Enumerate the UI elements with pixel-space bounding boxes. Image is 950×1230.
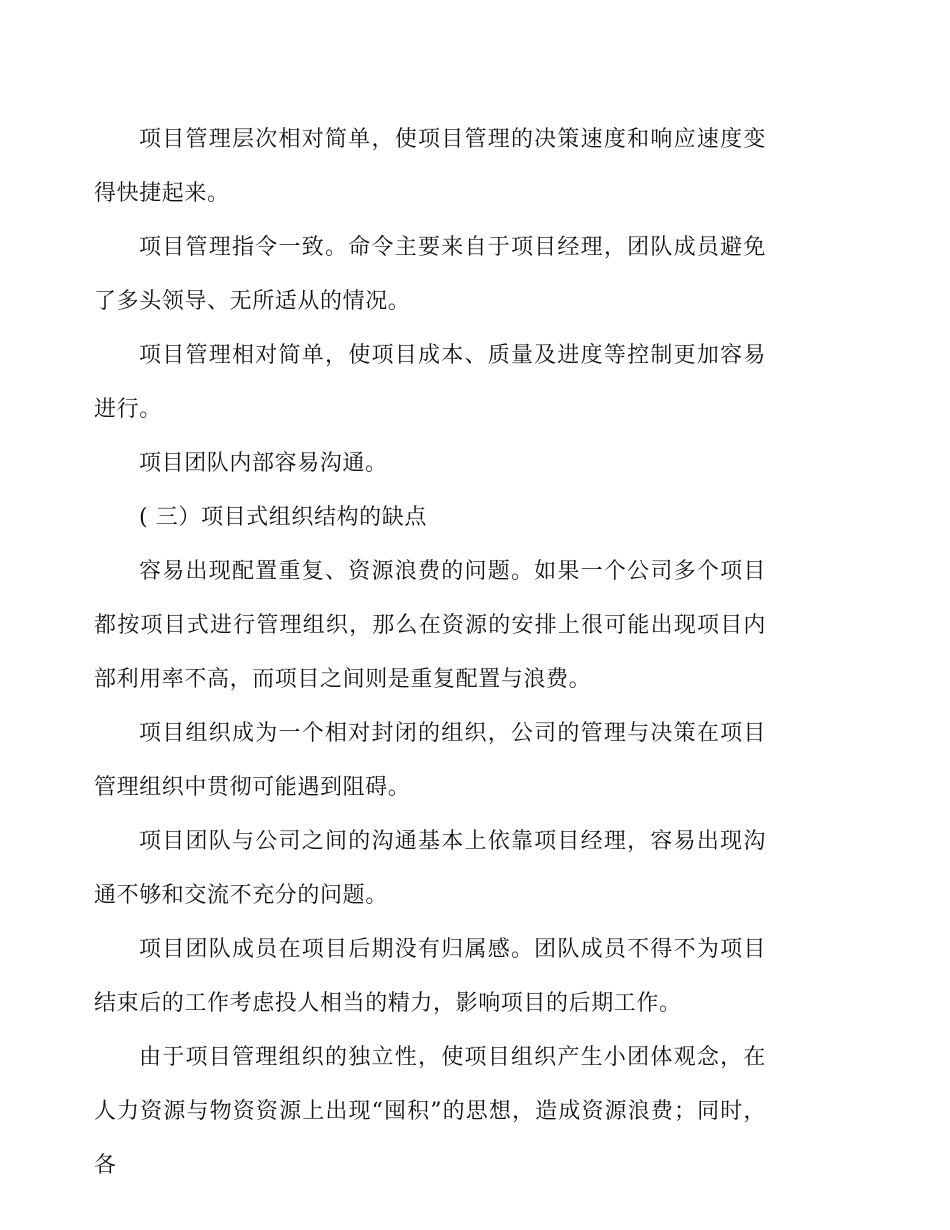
paragraph-advantage-control: 项目管理相对简单，使项目成本、质量及进度等控制更加容易进行。: [94, 343, 766, 422]
paragraph-disadvantage-belonging: 项目团队成员在项目后期没有归属感。团队成员不得不为项目结束后的工作考虑投人相当的精力，影响项目的后期工作。: [94, 937, 766, 1016]
paragraph-disadvantage-duplication: 容易出现配置重复、资源浪费的问题。如果一个公司多个项目都按项目式进行管理组织，那么在资源的安排上很可能出现项目内部利用率不高，而项目之间则是重复配置与浪费。: [94, 559, 766, 692]
document-body: [94, 113, 766, 1193]
paragraph-disadvantage-independence: 由于项目管理组织的独立性，使项目组织产生小团体观念，在人力资源与物资资源上出现“囤积”的思想，造成资源浪费；同时，各: [94, 1045, 766, 1178]
paragraph-advantage-hierarchy: 项目管理层次相对简单，使项目管理的决策速度和响应速度变得快捷起来。: [94, 127, 766, 206]
paragraph-disadvantage-closed: 项目组织成为一个相对封闭的组织，公司的管理与决策在项目管理组织中贯彻可能遇到阻碍。: [94, 721, 766, 800]
section-heading-disadvantages: ( 三）项目式组织结构的缺点: [139, 505, 427, 530]
paragraph-advantage-communication: 项目团队内部容易沟通。: [139, 451, 388, 476]
paragraph-advantage-command: 项目管理指令一致。命令主要来自于项目经理，团队成员避免了多头领导、无所适从的情况。: [94, 235, 766, 314]
paragraph-disadvantage-communication: 项目团队与公司之间的沟通基本上依靠项目经理，容易出现沟通不够和交流不充分的问题。: [94, 829, 766, 908]
